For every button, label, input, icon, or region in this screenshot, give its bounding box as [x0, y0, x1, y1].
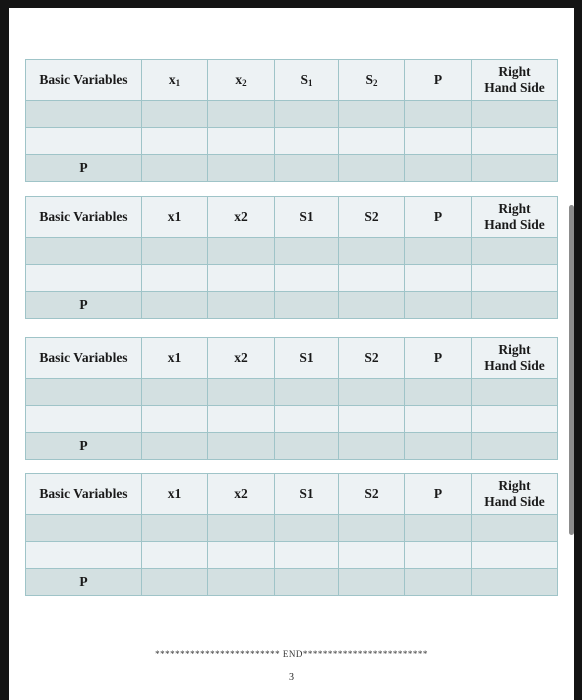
- table-cell[interactable]: [142, 515, 208, 542]
- table-cell[interactable]: [472, 406, 558, 433]
- header-x2: x2: [208, 338, 275, 379]
- simplex-table-2: [25, 196, 558, 319]
- header-basic-variables: Basic Variables: [26, 474, 142, 515]
- page-number: 3: [289, 672, 294, 683]
- header-x2: x2: [208, 474, 275, 515]
- header-x1: [142, 60, 208, 101]
- table-row: [26, 238, 558, 265]
- header-x1: x1: [142, 474, 208, 515]
- table-cell[interactable]: [275, 265, 339, 292]
- table-cell[interactable]: [208, 128, 275, 155]
- table-cell[interactable]: [26, 238, 142, 265]
- table-cell[interactable]: [339, 406, 405, 433]
- table-row-objective: [26, 569, 558, 596]
- table-cell[interactable]: [275, 238, 339, 265]
- table-cell[interactable]: [275, 292, 339, 319]
- header-x1-base: x: [168, 71, 176, 87]
- table-cell[interactable]: [339, 379, 405, 406]
- table-cell[interactable]: [208, 379, 275, 406]
- header-x2: [208, 60, 275, 101]
- header-s1: [275, 60, 339, 101]
- table-cell[interactable]: [405, 238, 472, 265]
- table-cell[interactable]: [405, 101, 472, 128]
- table-cell[interactable]: [142, 128, 208, 155]
- header-s2: [339, 60, 405, 101]
- table-cell[interactable]: [275, 379, 339, 406]
- table-cell[interactable]: [142, 569, 208, 596]
- table-cell[interactable]: [208, 569, 275, 596]
- table-row: [26, 265, 558, 292]
- table-cell[interactable]: [275, 155, 339, 182]
- header-s2-subscript: 2: [373, 77, 378, 88]
- table-cell[interactable]: [339, 433, 405, 460]
- header-x1: x1: [142, 338, 208, 379]
- table-cell[interactable]: [275, 433, 339, 460]
- table-cell[interactable]: [142, 155, 208, 182]
- table-cell[interactable]: [472, 292, 558, 319]
- table-cell[interactable]: [339, 101, 405, 128]
- header-s1-subscript: 1: [308, 77, 313, 88]
- table-cell[interactable]: [472, 542, 558, 569]
- header-p: P: [405, 474, 472, 515]
- table-cell[interactable]: [405, 155, 472, 182]
- table-cell[interactable]: [275, 128, 339, 155]
- table-cell[interactable]: [405, 265, 472, 292]
- header-basic-variables: Basic Variables: [26, 338, 142, 379]
- table-cell[interactable]: [339, 542, 405, 569]
- table-cell[interactable]: [405, 379, 472, 406]
- simplex-table-1: [25, 59, 558, 182]
- simplex-table-3: [25, 337, 558, 460]
- table-row: [26, 542, 558, 569]
- table-cell[interactable]: [208, 265, 275, 292]
- header-p: P: [405, 197, 472, 238]
- table-cell[interactable]: [208, 515, 275, 542]
- header-rhs-line1: Right: [498, 342, 531, 358]
- table-cell[interactable]: [142, 433, 208, 460]
- table-row: [26, 406, 558, 433]
- header-s1: S1: [275, 338, 339, 379]
- table-cell[interactable]: [142, 238, 208, 265]
- table-cell[interactable]: [339, 155, 405, 182]
- table-cell[interactable]: [26, 406, 142, 433]
- table-cell[interactable]: [339, 265, 405, 292]
- row-label-p: P: [26, 569, 142, 596]
- header-s1: S1: [275, 197, 339, 238]
- table-cell[interactable]: [275, 101, 339, 128]
- header-basic-variables: Basic Variables: [26, 197, 142, 238]
- row-label-p: P: [26, 155, 142, 182]
- header-rhs-line1: Right: [498, 478, 531, 494]
- header-s1: S1: [275, 474, 339, 515]
- table-header-row: [26, 474, 558, 515]
- table-cell[interactable]: [26, 379, 142, 406]
- table-cell[interactable]: [275, 569, 339, 596]
- table-cell[interactable]: [275, 406, 339, 433]
- table-cell[interactable]: [26, 128, 142, 155]
- table-cell[interactable]: [208, 292, 275, 319]
- table-cell[interactable]: [208, 406, 275, 433]
- table-cell[interactable]: [472, 433, 558, 460]
- table-cell[interactable]: [472, 155, 558, 182]
- table-cell[interactable]: [26, 542, 142, 569]
- header-p: P: [405, 60, 472, 101]
- header-p: P: [405, 338, 472, 379]
- table-cell[interactable]: [472, 238, 558, 265]
- row-label-p: P: [26, 292, 142, 319]
- header-x2-base: x: [235, 71, 243, 87]
- table-cell[interactable]: [142, 101, 208, 128]
- scrollbar-thumb[interactable]: [569, 205, 574, 535]
- table-cell[interactable]: [472, 515, 558, 542]
- table-cell[interactable]: [275, 515, 339, 542]
- table-row: [26, 128, 558, 155]
- header-rhs: [472, 60, 558, 101]
- header-x2: x2: [208, 197, 275, 238]
- table-cell[interactable]: [472, 569, 558, 596]
- table-cell[interactable]: [275, 542, 339, 569]
- header-rhs-line1: Right: [498, 64, 531, 80]
- header-s2: S2: [339, 197, 405, 238]
- table-header-row: [26, 197, 558, 238]
- table-cell[interactable]: [26, 101, 142, 128]
- table-cell[interactable]: [142, 406, 208, 433]
- table-row-objective: [26, 433, 558, 460]
- table-cell[interactable]: [208, 433, 275, 460]
- table-cell[interactable]: [142, 379, 208, 406]
- table-cell[interactable]: [405, 406, 472, 433]
- table-cell[interactable]: [339, 128, 405, 155]
- table-row: [26, 515, 558, 542]
- table-cell[interactable]: [339, 569, 405, 596]
- table-cell[interactable]: [405, 569, 472, 596]
- header-s1-base: S: [300, 71, 308, 87]
- table-cell[interactable]: [26, 515, 142, 542]
- header-s2: S2: [339, 474, 405, 515]
- table-cell[interactable]: [26, 265, 142, 292]
- table-cell[interactable]: [405, 433, 472, 460]
- table-row-objective: [26, 155, 558, 182]
- header-s2: S2: [339, 338, 405, 379]
- header-x1: x1: [142, 197, 208, 238]
- table-cell[interactable]: [208, 155, 275, 182]
- table-cell[interactable]: [142, 292, 208, 319]
- header-x2-subscript: 2: [242, 77, 247, 88]
- header-basic-variables: Basic Variables: [26, 60, 142, 101]
- simplex-table-4: [25, 473, 558, 596]
- table-cell[interactable]: [472, 379, 558, 406]
- table-cell[interactable]: [405, 292, 472, 319]
- table-cell[interactable]: [472, 101, 558, 128]
- header-rhs-line1: Right: [498, 201, 531, 217]
- table-cell[interactable]: [472, 265, 558, 292]
- table-header-row: [26, 60, 558, 101]
- table-cell[interactable]: [405, 515, 472, 542]
- table-cell[interactable]: [208, 542, 275, 569]
- table-cell[interactable]: [208, 101, 275, 128]
- table-row-objective: [26, 292, 558, 319]
- header-s2-base: S: [365, 71, 373, 87]
- header-rhs-line2: Hand Side: [484, 494, 545, 509]
- header-rhs: [472, 474, 558, 515]
- table-cell[interactable]: [405, 542, 472, 569]
- table-cell[interactable]: [472, 128, 558, 155]
- document-page: [9, 8, 574, 700]
- header-rhs-line2: Hand Side: [484, 217, 545, 232]
- header-rhs: [472, 197, 558, 238]
- table-row: [26, 101, 558, 128]
- table-cell[interactable]: [142, 265, 208, 292]
- header-rhs-line2: Hand Side: [484, 358, 545, 373]
- table-cell[interactable]: [339, 292, 405, 319]
- header-rhs: [472, 338, 558, 379]
- table-cell[interactable]: [339, 515, 405, 542]
- table-row: [26, 379, 558, 406]
- table-cell[interactable]: [142, 542, 208, 569]
- header-rhs-line2: Hand Side: [484, 80, 545, 95]
- table-cell[interactable]: [339, 238, 405, 265]
- row-label-p: P: [26, 433, 142, 460]
- table-cell[interactable]: [208, 238, 275, 265]
- table-header-row: [26, 338, 558, 379]
- header-x1-subscript: 1: [175, 77, 181, 88]
- end-marker: ************************* END*************************: [155, 649, 428, 659]
- table-cell[interactable]: [405, 128, 472, 155]
